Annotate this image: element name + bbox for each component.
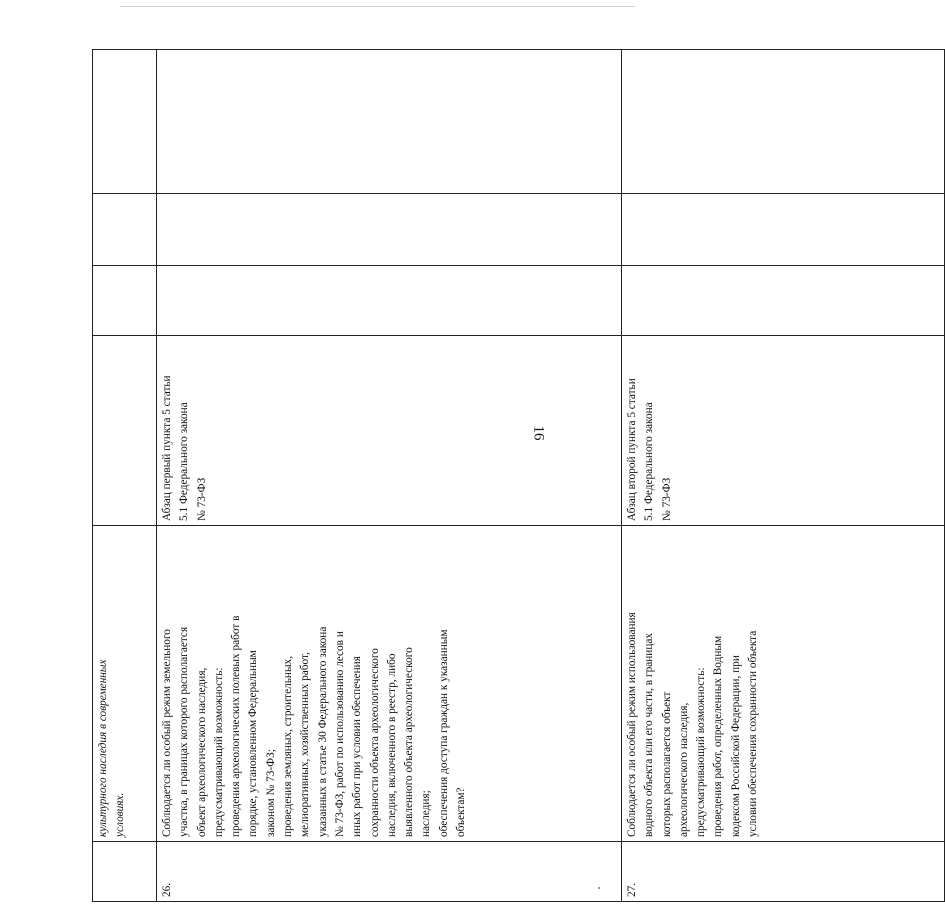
checklist-table-body xyxy=(93,50,945,902)
row-number-cell: 27. xyxy=(622,842,945,902)
reference-line: Абзац первый пункта 5 статьи xyxy=(161,375,173,521)
criterion-line: проведения земляных, строительных, xyxy=(282,655,295,837)
criterion-line: проведения работ, определенных Водным xyxy=(712,635,725,837)
reference-line: 5.1 Федерального закона xyxy=(178,402,191,521)
legal-reference-cell xyxy=(622,336,945,526)
criterion-line: условиях. xyxy=(114,792,127,837)
criterion-line: сохранности объекта археологического xyxy=(368,648,381,837)
legal-reference-cell xyxy=(157,336,622,526)
criterion-line: которых располагается объект xyxy=(660,691,673,837)
criterion-cell xyxy=(157,526,622,842)
criterion-line: археологического наследия, xyxy=(677,702,690,837)
reference-line: № 73-ФЗ xyxy=(660,477,673,521)
note-cell xyxy=(157,50,622,194)
criterion-line: предусматривающий возможность: xyxy=(695,667,708,837)
criterion-line: обеспечения доступа граждан к указанным xyxy=(437,629,450,837)
note-cell xyxy=(93,50,157,194)
scan-edge-line xyxy=(120,6,635,7)
criterion-line: Соблюдается ли особый режим земельного xyxy=(161,629,173,837)
table-row xyxy=(622,50,945,902)
criterion-line: № 73-ФЗ, работ по использованию лесов и xyxy=(333,631,346,837)
criterion-line: участка, в границах которого располагается xyxy=(178,626,191,837)
page-number: 16 xyxy=(530,425,547,441)
criterion-line: проведения археологических полевых работ в xyxy=(230,615,243,837)
criterion-line: законом № 73-ФЗ; xyxy=(264,749,277,837)
criterion-line: культурного наследия в современных xyxy=(97,659,109,837)
table-row xyxy=(93,50,157,902)
criterion-line: водного объекта или его части, в границах xyxy=(643,632,656,837)
criterion-line: кодексом Российской Федерации, при xyxy=(729,655,742,837)
answer-no-cell xyxy=(157,194,622,266)
criterion-cell xyxy=(93,526,157,842)
answer-yes-cell xyxy=(93,266,157,336)
note-cell xyxy=(622,50,945,194)
criterion-line: условии обеспечения сохранности объекта xyxy=(747,630,760,837)
answer-yes-cell xyxy=(622,266,945,336)
criterion-line: объект археологического наследия, xyxy=(195,667,208,837)
reference-line: Абзац второй пункта 5 статьи xyxy=(626,378,638,521)
table-row xyxy=(157,50,622,902)
criterion-line: объектам? xyxy=(455,787,468,837)
reference-line: 5.1 Федерального закона xyxy=(643,402,656,521)
checklist-table xyxy=(92,49,945,902)
criterion-line: наследия, включенного в реестр, либо xyxy=(385,653,398,837)
criterion-line: наследия; xyxy=(420,790,433,837)
row-number-cell: 26. xyxy=(157,842,622,902)
criterion-line: порядке, установленном Федеральным xyxy=(247,650,260,837)
reference-line: № 73-ФЗ xyxy=(195,477,208,521)
criterion-line: иных работ при условии обеспечения xyxy=(351,656,364,837)
scan-speck xyxy=(598,887,600,889)
answer-no-cell xyxy=(622,194,945,266)
criterion-line: предусматривающий возможность: xyxy=(212,667,225,837)
answer-no-cell xyxy=(93,194,157,266)
criterion-line: мелиоративных, хозяйственных работ, xyxy=(299,652,312,837)
criterion-line: Соблюдается ли особый режим использования xyxy=(626,612,638,837)
row-number-cell xyxy=(93,842,157,902)
criterion-line: выявленного объекта археологического xyxy=(403,647,416,837)
answer-yes-cell xyxy=(157,266,622,336)
criterion-line: указанных в статье 30 Федерального закона xyxy=(316,626,329,837)
criterion-cell xyxy=(622,526,945,842)
legal-reference-cell xyxy=(93,336,157,526)
